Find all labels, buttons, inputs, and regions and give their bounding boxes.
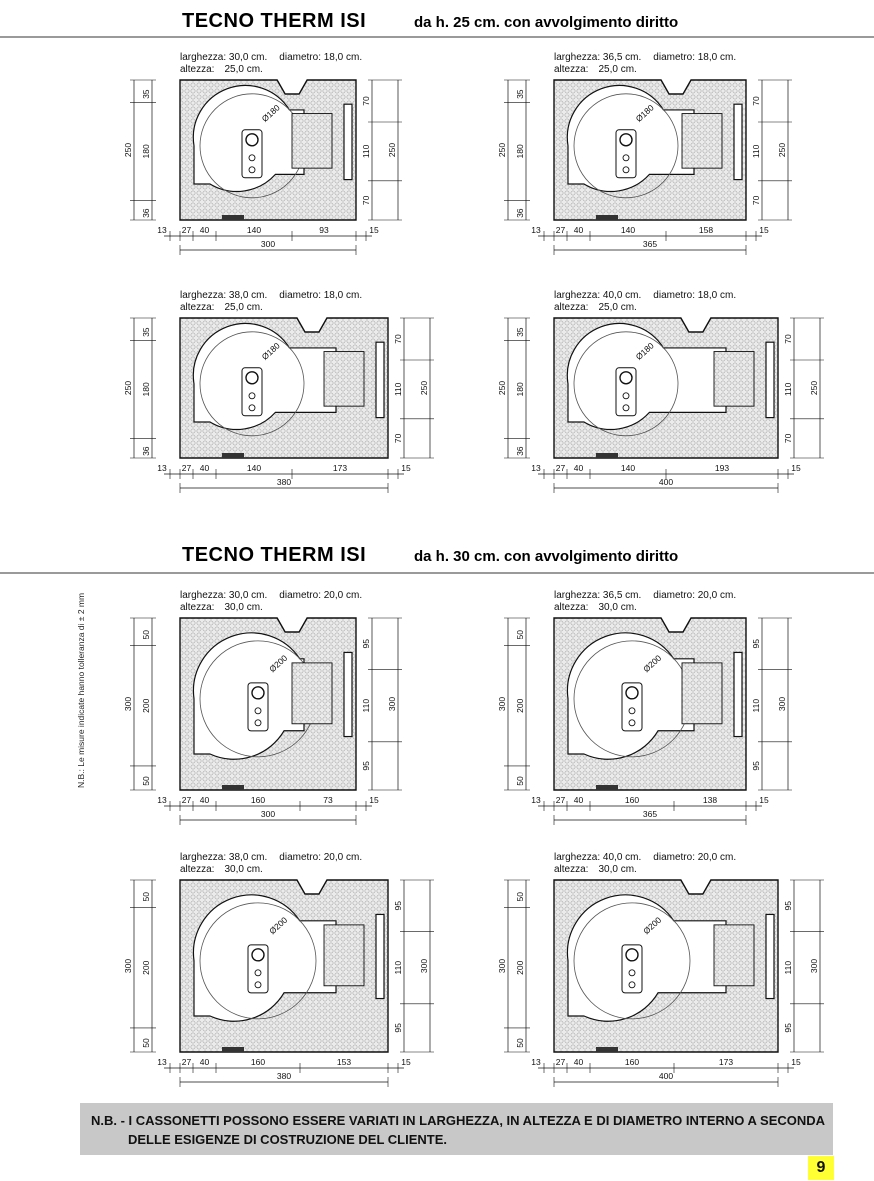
dim-right-bottom: 70	[361, 195, 371, 206]
spec-width-value: 40,0 cm.	[602, 852, 642, 863]
dim-bottom-segment: 93	[319, 225, 329, 235]
dim-bottom-total: 380	[276, 1071, 292, 1081]
page-number-badge: 9	[808, 1156, 834, 1180]
spec-label-height: altezza:	[554, 302, 589, 313]
dim-bottom-segment: 15	[759, 225, 769, 235]
dim-bottom-segment: 13	[531, 795, 541, 805]
diameter-label: Ø200	[641, 914, 664, 937]
front-flange	[734, 104, 742, 179]
guide-block	[714, 352, 754, 407]
dim-bottom-segment: 13	[531, 225, 541, 235]
drawing-panel	[498, 290, 818, 530]
dim-left-top: 50	[141, 892, 151, 902]
spec-height-value: 25,0 cm.	[224, 302, 263, 313]
footer-note-line-2: DELLE ESIGENZE DI COSTRUZIONE DEL CLIENTE.	[128, 1132, 448, 1147]
diameter-label: Ø180	[259, 102, 282, 124]
dim-right-total: 250	[387, 142, 397, 158]
spec-width-value: 30,0 cm.	[228, 590, 268, 601]
dim-right-middle: 110	[393, 382, 403, 397]
dim-right-total: 250	[777, 142, 787, 158]
dim-left-bottom: 36	[515, 446, 525, 456]
dim-left-top: 50	[141, 630, 151, 640]
section-subtitle: da h. 30 cm. con avvolgimento diritto	[414, 548, 679, 565]
dim-right-total: 300	[419, 958, 429, 974]
bottom-slot	[222, 215, 244, 220]
dim-bottom-segment: 40	[573, 795, 584, 805]
bottom-slot	[596, 1047, 618, 1052]
spec-label-height: altezza:	[180, 602, 215, 613]
drawing-panel	[124, 852, 444, 1092]
section-drawing	[124, 590, 444, 830]
drawing-panel	[498, 852, 818, 1092]
dim-left-top: 50	[515, 892, 525, 902]
dim-right-total: 300	[777, 696, 787, 712]
spec-width-value: 38,0 cm.	[228, 290, 268, 301]
spec-label-width: larghezza:	[554, 852, 601, 863]
dim-bottom-segment: 27	[181, 463, 192, 473]
dim-right-top: 95	[393, 901, 403, 911]
dim-left-bottom: 36	[141, 208, 151, 218]
spec-diameter-value: 18,0 cm.	[697, 290, 737, 301]
dim-left-bottom: 50	[515, 1038, 525, 1048]
dim-left-total: 250	[497, 142, 507, 158]
dim-bottom-segment: 160	[250, 1057, 266, 1067]
section-drawing	[498, 852, 818, 1092]
dim-right-middle: 110	[751, 144, 761, 159]
spec-diameter-value: 18,0 cm.	[323, 290, 363, 301]
section-header-h30	[0, 541, 874, 575]
dim-bottom-segment: 15	[369, 795, 379, 805]
spec-label-height: altezza:	[180, 64, 215, 75]
dim-bottom-segment: 15	[759, 795, 769, 805]
spec-height-value: 25,0 cm.	[598, 302, 637, 313]
front-flange	[344, 104, 352, 179]
roller-axle-icon	[620, 372, 632, 384]
dim-bottom-segment: 40	[199, 225, 210, 235]
drawing-panel	[124, 52, 444, 292]
spec-diameter-value: 20,0 cm.	[697, 852, 737, 863]
dim-bottom-segment: 173	[718, 1057, 734, 1067]
spec-label-diameter: diametro:	[653, 290, 695, 301]
front-flange	[766, 914, 774, 998]
spec-label-height: altezza:	[554, 602, 589, 613]
dim-right-bottom: 70	[393, 433, 403, 444]
dim-right-top: 70	[361, 96, 371, 106]
dim-left-top: 35	[515, 89, 525, 99]
dim-bottom-segment: 15	[791, 1057, 801, 1067]
dim-bottom-segment: 15	[401, 1057, 411, 1067]
spec-height-value: 25,0 cm.	[598, 64, 637, 75]
dim-left-middle: 180	[515, 382, 525, 397]
section-rule	[0, 572, 874, 574]
drawing-panel	[498, 590, 818, 830]
spec-label-width: larghezza:	[180, 290, 227, 301]
spec-label-diameter: diametro:	[653, 52, 695, 63]
spec-label-height: altezza:	[554, 864, 589, 875]
drawing-panel	[124, 590, 444, 830]
spec-label-height: altezza:	[180, 864, 215, 875]
spec-diameter-value: 20,0 cm.	[697, 590, 737, 601]
spec-width-value: 36,5 cm.	[602, 52, 642, 63]
dim-right-bottom: 70	[751, 195, 761, 206]
dim-bottom-segment: 193	[714, 463, 730, 473]
dim-bottom-segment: 40	[573, 463, 584, 473]
dim-bottom-total: 365	[642, 809, 658, 819]
section-subtitle: da h. 25 cm. con avvolgimento diritto	[414, 14, 679, 31]
dim-bottom-segment: 173	[332, 463, 348, 473]
dim-left-bottom: 50	[141, 776, 151, 786]
dim-bottom-segment: 40	[573, 1057, 584, 1067]
dim-bottom-segment: 40	[199, 463, 210, 473]
spec-height-value: 30,0 cm.	[224, 602, 263, 613]
spec-height-value: 30,0 cm.	[224, 864, 263, 875]
spec-diameter-value: 18,0 cm.	[323, 52, 363, 63]
dim-bottom-segment: 140	[246, 463, 262, 473]
dim-bottom-segment: 15	[791, 463, 801, 473]
dim-bottom-segment: 140	[246, 225, 262, 235]
roller-axle-icon	[626, 949, 638, 961]
guide-block	[682, 114, 722, 169]
guide-block	[324, 352, 364, 407]
dim-bottom-segment: 73	[323, 795, 333, 805]
dim-bottom-segment: 13	[157, 463, 167, 473]
spec-height-value: 25,0 cm.	[224, 64, 263, 75]
dim-bottom-segment: 27	[555, 225, 566, 235]
front-flange	[766, 342, 774, 417]
dim-bottom-total: 300	[260, 809, 276, 819]
dim-right-top: 70	[751, 96, 761, 106]
dim-left-bottom: 50	[515, 776, 525, 786]
roller-axle-icon	[246, 134, 258, 146]
diameter-label: Ø180	[259, 340, 282, 362]
dim-bottom-total: 300	[260, 239, 276, 249]
dim-right-middle: 110	[751, 698, 761, 713]
footer-note-box	[80, 1103, 833, 1155]
dim-bottom-segment: 138	[702, 795, 718, 805]
dim-left-total: 250	[123, 380, 133, 396]
dim-bottom-segment: 13	[531, 1057, 541, 1067]
guide-block	[324, 925, 364, 986]
spec-label-diameter: diametro:	[653, 852, 695, 863]
dim-bottom-segment: 15	[369, 225, 379, 235]
dim-bottom-total: 365	[642, 239, 658, 249]
footer-note-line-1: N.B. - I CASSONETTI POSSONO ESSERE VARIATI IN LARGHEZZA, IN ALTEZZA E DI DIAMETRO INTERNO A SECONDA	[91, 1113, 826, 1128]
spec-label-diameter: diametro:	[279, 290, 321, 301]
spec-label-width: larghezza:	[554, 52, 601, 63]
guide-block	[292, 114, 332, 169]
dim-bottom-segment: 27	[555, 463, 566, 473]
dim-right-middle: 110	[393, 960, 403, 975]
dim-right-total: 300	[387, 696, 397, 712]
dim-right-middle: 110	[361, 144, 371, 159]
guide-block	[714, 925, 754, 986]
diameter-label: Ø180	[633, 340, 656, 362]
dim-left-bottom: 36	[515, 208, 525, 218]
dim-left-middle: 200	[141, 698, 151, 713]
dim-bottom-segment: 27	[181, 795, 192, 805]
dim-left-total: 250	[123, 142, 133, 158]
dim-left-total: 300	[497, 958, 507, 974]
dim-right-top: 95	[783, 901, 793, 911]
dim-right-bottom: 95	[361, 761, 371, 771]
dim-left-top: 35	[141, 327, 151, 337]
dim-bottom-total: 400	[658, 477, 674, 487]
diameter-label: Ø200	[641, 652, 664, 675]
dim-left-total: 300	[497, 696, 507, 712]
spec-width-value: 38,0 cm.	[228, 852, 268, 863]
section-drawing	[124, 290, 444, 530]
dim-bottom-total: 400	[658, 1071, 674, 1081]
spec-label-diameter: diametro:	[279, 52, 321, 63]
dim-right-top: 70	[393, 334, 403, 344]
dim-bottom-segment: 15	[401, 463, 411, 473]
dim-right-bottom: 95	[393, 1023, 403, 1033]
dim-bottom-segment: 27	[555, 795, 566, 805]
dim-bottom-segment: 140	[620, 225, 636, 235]
dim-right-middle: 110	[361, 698, 371, 713]
dim-right-middle: 110	[783, 960, 793, 975]
dim-left-top: 50	[515, 630, 525, 640]
bottom-slot	[222, 785, 244, 790]
diameter-label: Ø200	[267, 914, 290, 937]
section-title: TECNO THERM ISI	[182, 10, 367, 32]
dim-right-top: 95	[361, 639, 371, 649]
spec-height-value: 30,0 cm.	[598, 602, 637, 613]
spec-label-diameter: diametro:	[279, 590, 321, 601]
dim-right-middle: 110	[783, 382, 793, 397]
dim-bottom-segment: 160	[624, 795, 640, 805]
dim-left-top: 35	[141, 89, 151, 99]
bottom-slot	[596, 785, 618, 790]
tolerance-side-note: N.B.: Le misure indicate hanno tolleranza di ± 2 mm	[76, 592, 86, 788]
dim-bottom-segment: 40	[573, 225, 584, 235]
roller-axle-icon	[626, 687, 638, 699]
spec-label-diameter: diametro:	[653, 590, 695, 601]
dim-bottom-segment: 160	[624, 1057, 640, 1067]
section-drawing	[498, 52, 818, 292]
spec-height-value: 30,0 cm.	[598, 864, 637, 875]
dim-right-top: 70	[783, 334, 793, 344]
dim-left-top: 35	[515, 327, 525, 337]
dim-bottom-segment: 40	[199, 1057, 210, 1067]
spec-label-width: larghezza:	[180, 852, 227, 863]
spec-width-value: 40,0 cm.	[602, 290, 642, 301]
dim-bottom-segment: 27	[555, 1057, 566, 1067]
spec-diameter-value: 20,0 cm.	[323, 852, 363, 863]
front-flange	[344, 652, 352, 736]
front-flange	[734, 652, 742, 736]
dim-bottom-total: 380	[276, 477, 292, 487]
dim-bottom-segment: 27	[181, 225, 192, 235]
front-flange	[376, 342, 384, 417]
dim-bottom-segment: 13	[157, 225, 167, 235]
roller-axle-icon	[246, 372, 258, 384]
dim-right-bottom: 95	[751, 761, 761, 771]
dim-left-bottom: 36	[141, 446, 151, 456]
dim-bottom-segment: 158	[698, 225, 714, 235]
dim-left-middle: 180	[515, 144, 525, 159]
dim-right-top: 95	[751, 639, 761, 649]
spec-label-diameter: diametro:	[279, 852, 321, 863]
roller-axle-icon	[252, 687, 264, 699]
dim-bottom-segment: 153	[336, 1057, 352, 1067]
dim-bottom-segment: 160	[250, 795, 266, 805]
roller-axle-icon	[620, 134, 632, 146]
spec-width-value: 36,5 cm.	[602, 590, 642, 601]
spec-label-width: larghezza:	[554, 590, 601, 601]
dim-right-total: 300	[809, 958, 819, 974]
dim-bottom-segment: 40	[199, 795, 210, 805]
drawing-panel	[498, 52, 818, 292]
guide-block	[682, 663, 722, 724]
section-rule	[0, 36, 874, 38]
dim-bottom-segment: 27	[181, 1057, 192, 1067]
section-drawing	[498, 290, 818, 530]
spec-label-width: larghezza:	[180, 52, 227, 63]
dim-right-total: 250	[419, 380, 429, 396]
dim-left-middle: 180	[141, 144, 151, 159]
dim-bottom-segment: 13	[531, 463, 541, 473]
spec-diameter-value: 18,0 cm.	[697, 52, 737, 63]
spec-label-height: altezza:	[554, 64, 589, 75]
guide-block	[292, 663, 332, 724]
bottom-slot	[222, 453, 244, 458]
dim-left-middle: 180	[141, 382, 151, 397]
dim-bottom-segment: 13	[157, 795, 167, 805]
bottom-slot	[596, 453, 618, 458]
dim-right-total: 250	[809, 380, 819, 396]
dim-left-middle: 200	[515, 698, 525, 713]
bottom-slot	[222, 1047, 244, 1052]
dim-left-bottom: 50	[141, 1038, 151, 1048]
dim-left-middle: 200	[515, 960, 525, 975]
dim-left-total: 250	[497, 380, 507, 396]
diameter-label: Ø200	[267, 652, 290, 675]
section-title: TECNO THERM ISI	[182, 544, 367, 566]
spec-label-height: altezza:	[180, 302, 215, 313]
bottom-slot	[596, 215, 618, 220]
drawing-panel	[124, 290, 444, 530]
spec-diameter-value: 20,0 cm.	[323, 590, 363, 601]
dim-left-middle: 200	[141, 960, 151, 975]
section-drawing	[124, 852, 444, 1092]
section-drawing	[124, 52, 444, 292]
dim-right-bottom: 70	[783, 433, 793, 444]
dim-right-bottom: 95	[783, 1023, 793, 1033]
spec-width-value: 30,0 cm.	[228, 52, 268, 63]
dim-left-total: 300	[123, 696, 133, 712]
section-drawing	[498, 590, 818, 830]
diameter-label: Ø180	[633, 102, 656, 124]
spec-label-width: larghezza:	[180, 590, 227, 601]
front-flange	[376, 914, 384, 998]
spec-label-width: larghezza:	[554, 290, 601, 301]
dim-left-total: 300	[123, 958, 133, 974]
section-header-h25	[0, 6, 874, 40]
roller-axle-icon	[252, 949, 264, 961]
dim-bottom-segment: 13	[157, 1057, 167, 1067]
dim-bottom-segment: 140	[620, 463, 636, 473]
